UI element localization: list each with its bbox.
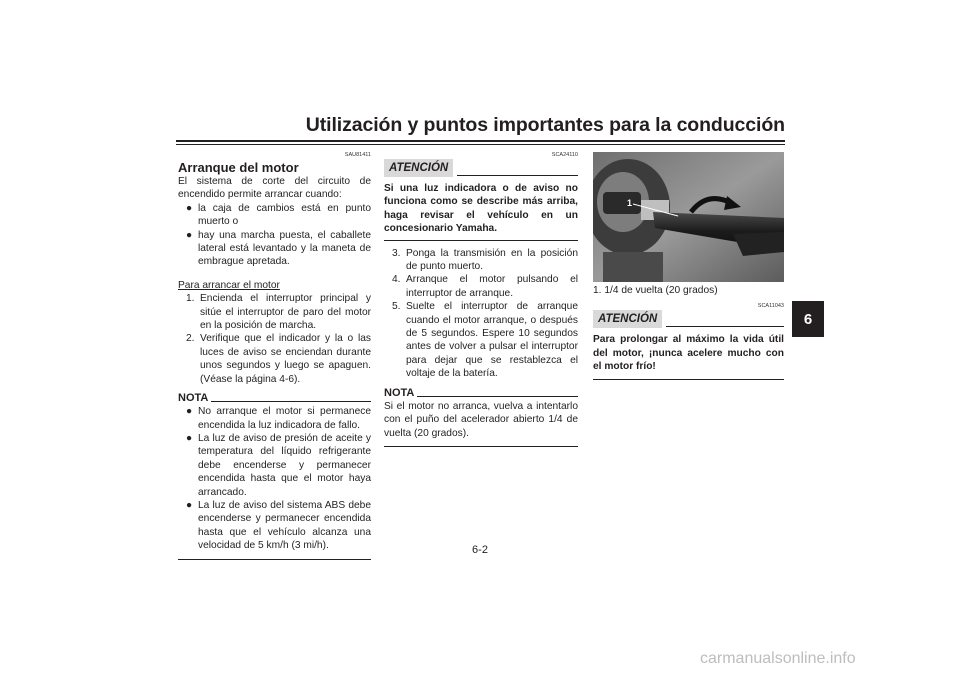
attention-heading xyxy=(384,159,578,177)
attention-end-rule xyxy=(384,240,578,241)
attention-end-rule xyxy=(593,379,784,380)
section-code: SCA24110 xyxy=(551,152,578,158)
attention-badge: ATENCIÓN xyxy=(384,159,453,177)
figure-caption: 1. 1/4 de vuelta (20 grados) xyxy=(593,285,718,296)
throttle-illustration xyxy=(593,152,784,282)
note-item: ● La luz de aviso del sistema ABS debe encenderse y permanecer encendida hasta que el vehículo alcanza una velocidad de 5 km/h (3 mi/h). xyxy=(186,499,371,552)
chapter-tab: 6 xyxy=(792,301,824,337)
note-item: ● La luz de aviso de presión de aceite y temperatura del líquido refrigerante debe encenderse y permanecer encendida hasta que el motor haya arrancado. xyxy=(186,432,371,498)
attention-badge: ATENCIÓN xyxy=(593,310,662,328)
step-item: 2. Verifique que el indicador y la o las luces de aviso se enciendan durante unos segundos y luego se apaguen. (Véase la página 4-6). xyxy=(186,333,371,385)
attention-text: Si una luz indicadora o de aviso no funciona como se describe más arriba, haga revisar el vehículo en un concesionario Yamaha. xyxy=(384,183,578,235)
left-column xyxy=(178,152,371,560)
condition-item: ● hay una marcha puesta, el caballete lateral está levantado y la maneta de embrague apretada. xyxy=(186,229,371,268)
header-rule-thin xyxy=(176,144,785,145)
page-header-title: Utilización y puntos importantes para la conducción xyxy=(305,114,785,136)
header-rule xyxy=(176,140,785,142)
note-text: Si el motor no arranca, vuelva a intentarlo con el puño del acelerador abierto 1/4 de vuelta (20 grados). xyxy=(384,400,578,439)
note-item: ● No arranque el motor si permanece encendida la luz indicadora de fallo. xyxy=(186,406,371,431)
note-end-rule xyxy=(178,559,371,560)
attention-text: Para prolongar al máximo la vida útil del motor, ¡nunca acelere mucho con el motor frío! xyxy=(593,334,784,373)
subheading: Para arrancar el motor xyxy=(178,279,280,291)
note-heading: NOTA xyxy=(178,391,371,405)
step-item: 4. Arranque el motor pulsando el interruptor de arranque. xyxy=(392,274,578,299)
note-end-rule xyxy=(384,446,578,447)
figure-callout-number: 1 xyxy=(627,198,633,208)
right-column xyxy=(593,152,784,380)
page-number: 6-2 xyxy=(472,544,488,556)
throttle-photo xyxy=(593,152,784,282)
section-title: Arranque del motor xyxy=(178,160,299,175)
step-item: 5. Suelte el interruptor de arranque cuando el motor arranque, o después de 5 segundos. Espere 10 segundos antes de volver a pulsar el interruptor para dejar que se restablezca el voltaje de la batería. xyxy=(392,301,578,380)
middle-column xyxy=(384,152,578,447)
note-heading: NOTA xyxy=(384,386,578,400)
attention-heading xyxy=(593,310,784,328)
section-code: SCA11043 xyxy=(757,303,784,310)
intro-text: El sistema de corte del circuito de encendido permite arrancar cuando: xyxy=(178,176,371,201)
section-code: SAU81411 xyxy=(344,152,371,158)
step-item: 1. Encienda el interruptor principal y sitúe el interruptor de paro del motor en la posición de marcha. xyxy=(186,293,371,332)
watermark: carmanualsonline.info xyxy=(700,650,856,667)
condition-item: ● la caja de cambios está en punto muerto o xyxy=(186,202,371,228)
step-item: 3. Ponga la transmisión en la posición de punto muerto. xyxy=(392,247,578,273)
